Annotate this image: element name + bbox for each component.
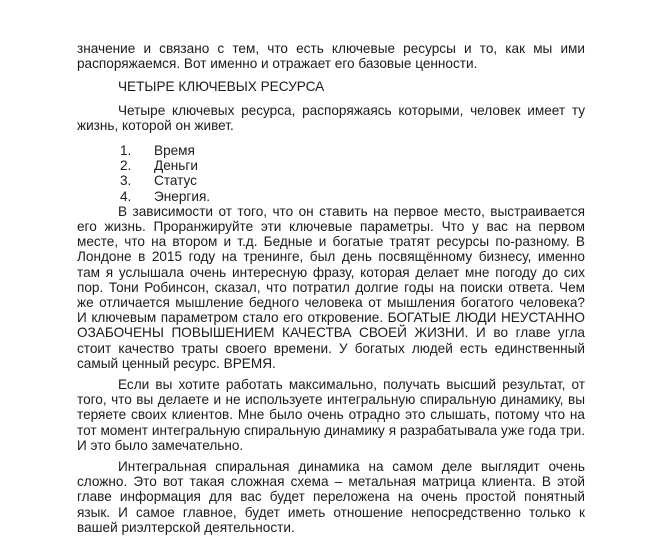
paragraph (77, 459, 585, 535)
text-line: Четыре ключевых ресурса, распоряжаясь которыми, человек имеет ту (118, 102, 585, 118)
text-line: стоит качество траты своего времени. У богатых людей есть единственный (77, 340, 585, 356)
list-item-label: Статус (154, 173, 197, 189)
list-item-number: 2. (120, 158, 132, 174)
text-line: В зависимости от того, что он ставить на первое место, выстраивается (118, 203, 585, 219)
text-line: И ключевым параметром стало его откровение. БОГАТЫЕ ЛЮДИ НЕУСТАННО (77, 310, 585, 326)
text-line: язык. И самое главное, будет иметь отношение непосредственно только к (77, 504, 585, 520)
list-item (77, 173, 585, 188)
paragraph (77, 377, 585, 453)
text-line: И это было замечательно. (77, 437, 244, 453)
list-item-number: 3. (120, 173, 132, 189)
list-item-label: Деньги (154, 158, 198, 174)
text-line: распоряжаемся. Вот именно и отражает его базовые ценности. (77, 56, 478, 72)
numbered-list (77, 143, 585, 204)
paragraph (77, 103, 585, 133)
heading-line: ЧЕТЫРЕ КЛЮЧЕВЫХ РЕСУРСА (118, 79, 325, 95)
list-item-number: 1. (120, 143, 132, 159)
text-line: его жизнь. Проранжируйте эти ключевые параметры. Что у вас на первом (77, 219, 585, 235)
paragraph (77, 41, 585, 71)
text-line: того, что вы делаете и не используете интегральную спиральную динамику, вы (77, 392, 585, 408)
text-line: вашей риэлтерской деятельности. (77, 519, 295, 535)
text-line: самый ценный ресурс. ВРЕМЯ. (77, 355, 276, 371)
text-line: тот момент интегральную спиральную динамику я разрабатывала уже года три. (77, 422, 585, 438)
text-line: Интегральная спиральная динамика на самом деле выглядит очень (118, 459, 585, 475)
text-line: сложно. Это вот такая сложная схема – метальная матрица клиента. В этой (77, 474, 585, 490)
text-line: ОЗАБОЧЕНЫ ПОВЫШЕНИЕМ КАЧЕСТВА СВОЕЙ ЖИЗНИ. И во главе угла (77, 325, 585, 341)
text-line: значение и связано с тем, что есть ключевые ресурсы и то, как мы ими (77, 41, 585, 56)
list-item-label: Время (154, 143, 195, 159)
list-item-label: Энергия. (154, 188, 211, 204)
document-page (77, 41, 585, 535)
text-line: теряете своих клиентов. Мне было очень отрадно это слышать, потому что на (77, 407, 585, 423)
text-line: там я услышала очень интересную фразу, которая делает мне погоду до сих (77, 264, 585, 280)
text-line: Лондоне в 2015 году на тренинге, был день посвящённому бизнесу, именно (77, 249, 585, 265)
paragraph (77, 204, 585, 371)
text-line: Если вы хотите работать максимально, получать высший результат, от (118, 377, 585, 393)
list-item (77, 189, 585, 204)
text-line: пор. Тони Робинсон, сказал, что потратил долгие годы на поиски ответа. Чем (77, 279, 585, 295)
list-item (77, 143, 585, 158)
section-heading (77, 79, 585, 94)
text-line: же отличается мышление бедного человека от мышления богатого человека? (77, 295, 585, 311)
text-line: главе информация для вас будет переложена на очень простой понятный (77, 489, 585, 505)
text-line: жизнь, которой он живет. (77, 117, 234, 133)
list-item (77, 158, 585, 173)
list-item-number: 4. (120, 188, 132, 204)
text-line: месте, что на втором и т.д. Бедные и богатые тратят ресурсы по-разному. В (77, 234, 585, 250)
